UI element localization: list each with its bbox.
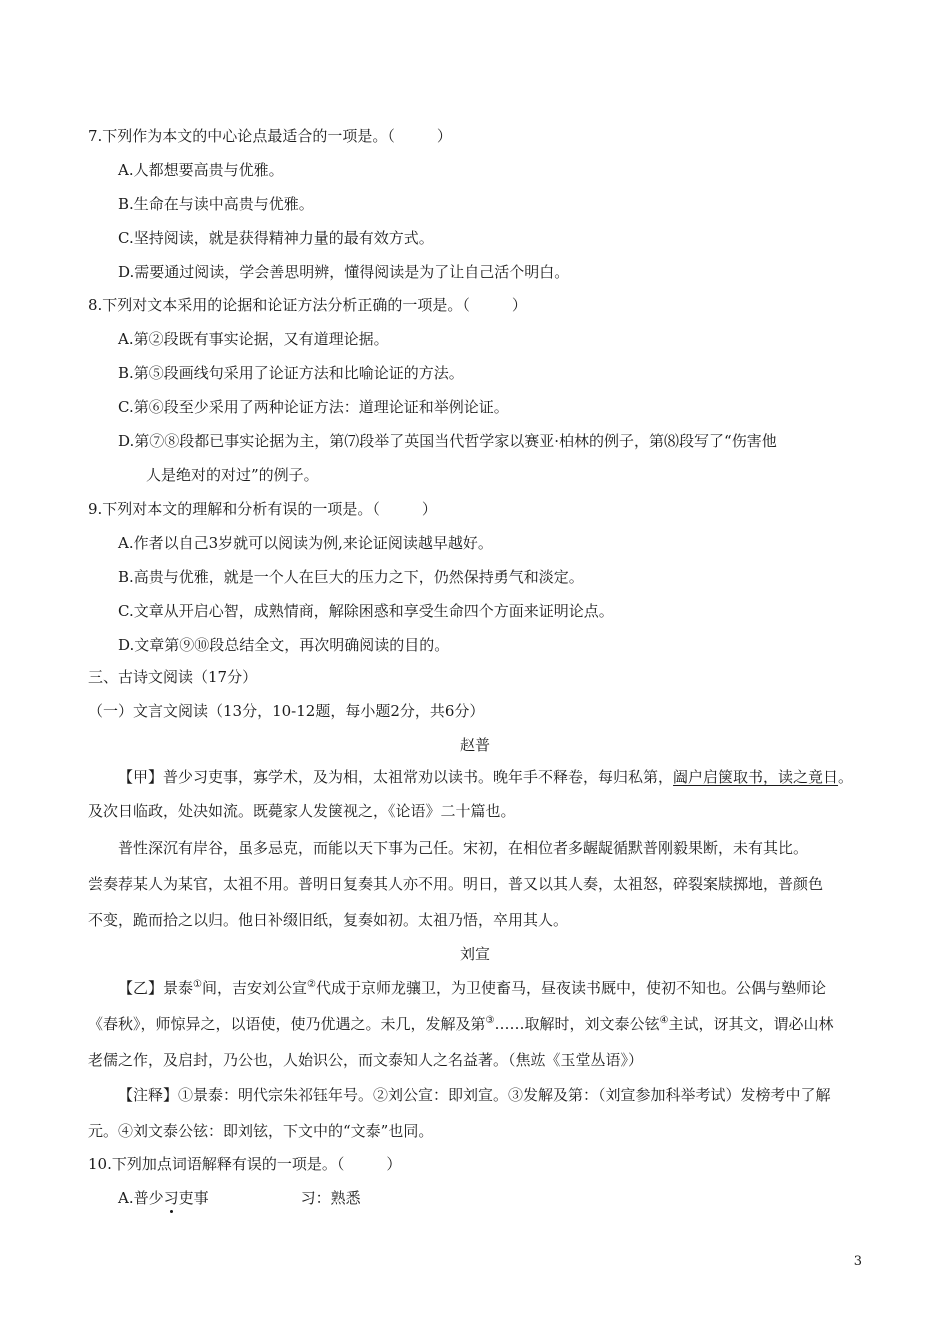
q7-option-a: A.人都想要高贵与优雅。 [118, 161, 284, 179]
q9-option-b: B.高贵与优雅，就是一个人在巨大的压力之下，仍然保持勇气和淡定。 [118, 568, 584, 586]
q9-option-c: C.文章从开启心智，成熟情商，解除困惑和享受生命四个方面来证明论点。 [118, 602, 614, 620]
passage-jia-p1-line2: 及次日临政，处决如流。既薨家人发箧视之，《论语》二十篇也。 [88, 802, 516, 820]
q7-option-c: C.坚持阅读，就是获得精神力量的最有效方式。 [118, 229, 434, 247]
q9-option-a: A.作者以自己3岁就可以阅读为例,来论证阅读越早越好。 [118, 534, 493, 552]
section-3-subtitle: （一）文言文阅读（13分，10-12题，每小题2分，共6分） [88, 702, 485, 720]
q10-stem: 10.下列加点词语解释有误的一项是。（ ） [88, 1155, 402, 1173]
passage-jia-p2-line2: 尝奏荐某人为某官，太祖不用。普明日复奏其人亦不用。明日，普又以其人奏，太祖怒，碎裂案牍掷地，普颜色 [88, 875, 824, 893]
q8-stem: 8.下列对文本采用的论据和论证方法分析正确的一项是。（ ） [88, 296, 527, 314]
notes-line2: 元。④刘文泰公铉：即刘铉，下文中的“文泰”也同。 [88, 1122, 434, 1140]
q8-option-d-continued: 人是绝对的对过”的例子。 [146, 466, 319, 484]
passage-yi-title: 刘宣 [459, 945, 490, 963]
q9-stem: 9.下列对本文的理解和分析有误的一项是。（ ） [88, 500, 437, 518]
q8-option-a: A.第②段既有事实论据，又有道理论据。 [118, 330, 389, 348]
emphasis-dot-word: 习 [163, 1189, 179, 1207]
page-number: 3 [853, 1254, 862, 1269]
q9-option-d: D.文章第⑨⑩段总结全文，再次明确阅读的目的。 [118, 636, 450, 654]
notes-line1: 【注释】①景泰：明代宗朱祁钰年号。②刘公宣：即刘宣。③发解及第：（刘宣参加科举考试）发榜考中了解 [118, 1086, 831, 1104]
passage-yi-line2: 《春秋》，师惊异之，以语使，使乃优遇之。未几，发解及第③……取解时，刘文泰公铉④主试，讶其文，谓必山林 [88, 1015, 834, 1033]
q10-option-a: A.普少习吏事 习：熟悉 [118, 1189, 361, 1207]
q8-option-c: C.第⑥段至少采用了两种论证方法：道理论证和举例论证。 [118, 398, 509, 416]
passage-yi-line3: 老儒之作，及启封，乃公也，人始识公，而文泰知人之名益著。（焦竑《玉堂丛语》） [88, 1051, 644, 1069]
passage-yi-line1: 【乙】景泰①间，吉安刘公宣②代成于京师龙骧卫，为卫使畜马，昼夜读书厩中，使初不知也。公偶与塾师论 [118, 979, 826, 997]
q7-option-b: B.生命在与读中高贵与优雅。 [118, 195, 314, 213]
q8-option-d: D.第⑦⑧段都已事实论据为主，第⑺段举了英国当代哲学家以赛亚·柏林的例子，第⑻段写了“伤害他 [118, 432, 777, 450]
underlined-sentence: 阖户启箧取书，读之竟日 [673, 768, 839, 786]
passage-jia-title: 赵普 [459, 736, 490, 754]
q7-option-d: D.需要通过阅读，学会善思明辨，懂得阅读是为了让自己活个明白。 [118, 263, 570, 281]
passage-jia-p1-line1: 【甲】普少习吏事，寡学术，及为相，太祖常劝以读书。晚年手不释卷，每归私第，阖户启箧取书，读之竟日。 [118, 768, 854, 786]
q8-option-b: B.第⑤段画线句采用了论证方法和比喻论证的方法。 [118, 364, 464, 382]
passage-jia-p2-line1: 普性深沉有岸谷，虽多忌克，而能以天下事为己任。宋初，在相位者多龌龊循默普刚毅果断，未有其比。 [118, 839, 809, 857]
passage-jia-p2-line3: 不变，跪而拾之以归。他日补缀旧纸，复奏如初。太祖乃悟，卒用其人。 [88, 911, 569, 929]
q7-stem: 7.下列作为本文的中心论点最适合的一项是。（ ） [88, 127, 452, 145]
section-3-title: 三、古诗文阅读（17分） [88, 668, 258, 686]
